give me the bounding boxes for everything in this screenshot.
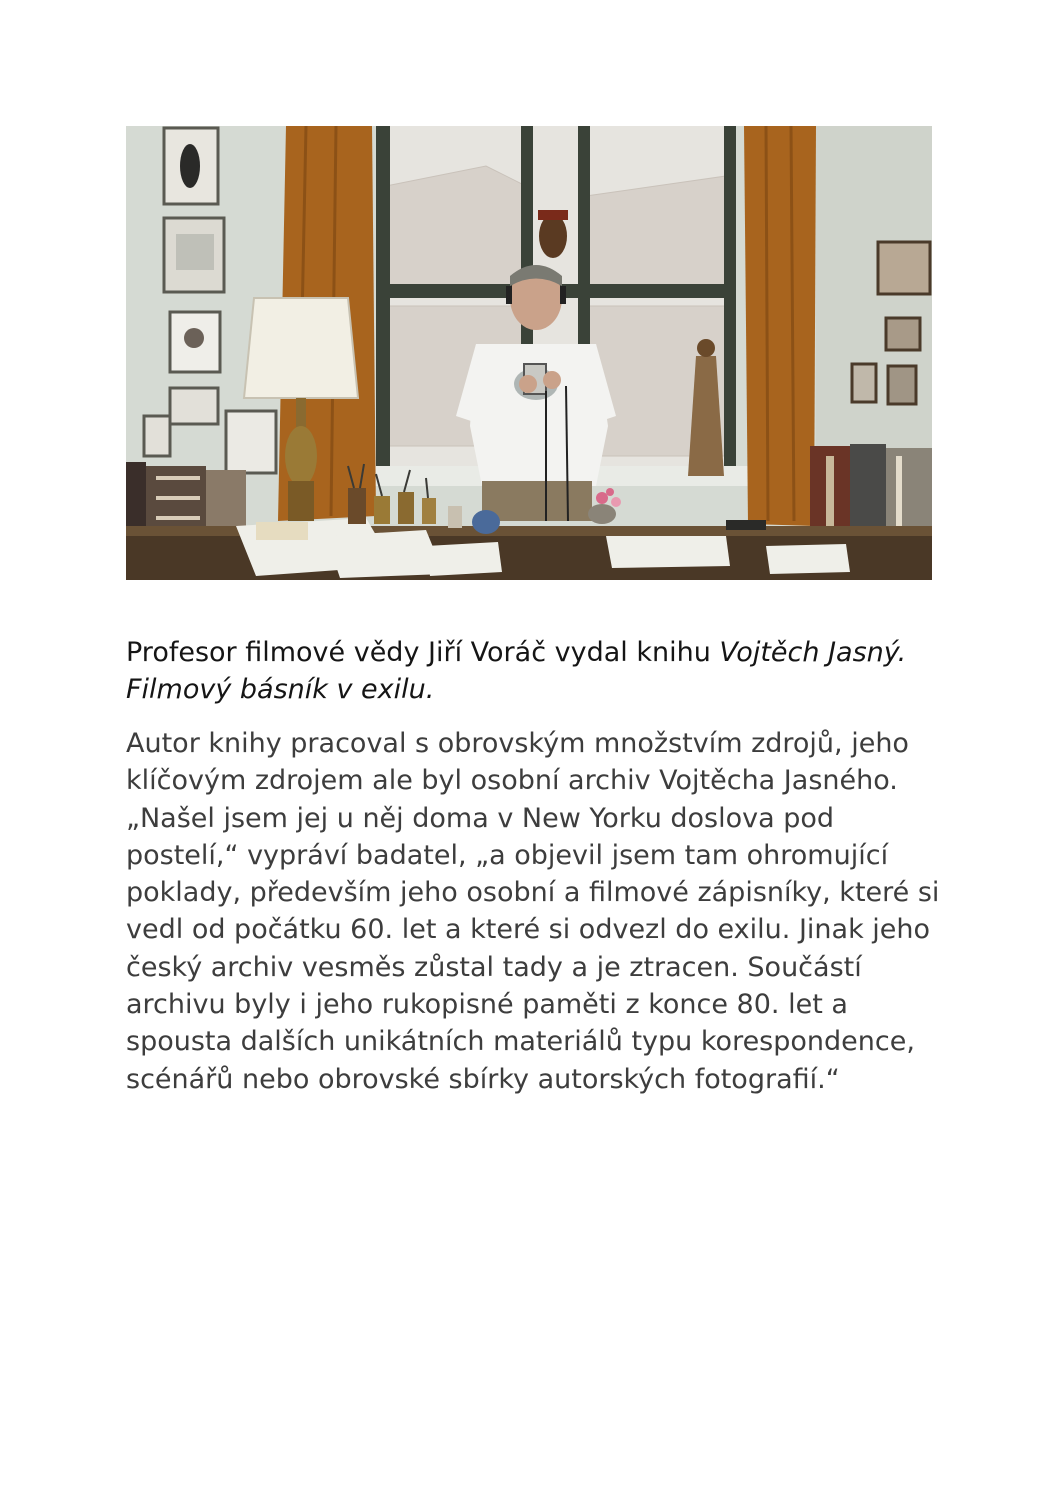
- photo: [126, 126, 932, 580]
- body-paragraph: Autor knihy pracoval s obrovským množstvím zdrojů, jeho klíčovým zdrojem ale byl osobní archiv Vojtěcha Jasného. „Našel jsem jej u něj doma v New Yorku doslova pod postelí,“ vypráví badatel, „a objevil jsem tam ohromující poklady, především jeho osobní a filmové zápisníky, které si vedl od počátku 60. let a které si odvezl do exilu. Jinak jeho český archiv vesměs zůstal tady a je ztracen. Součástí archivu byly i jeho rukopisné paměti z konce 80. let a spousta dalších unikátních materiálů typu korespondence, scénářů nebo obrovské sbírky autorských fotografií.“: [126, 728, 940, 1095]
- lead-text: Profesor filmové vědy Jiří Voráč vydal knihu: [126, 637, 720, 668]
- lead-paragraph: [126, 634, 946, 708]
- photo-illustration: [126, 126, 932, 580]
- book-title: Vojtěch Jasný. Filmový básník v exilu.: [126, 637, 907, 705]
